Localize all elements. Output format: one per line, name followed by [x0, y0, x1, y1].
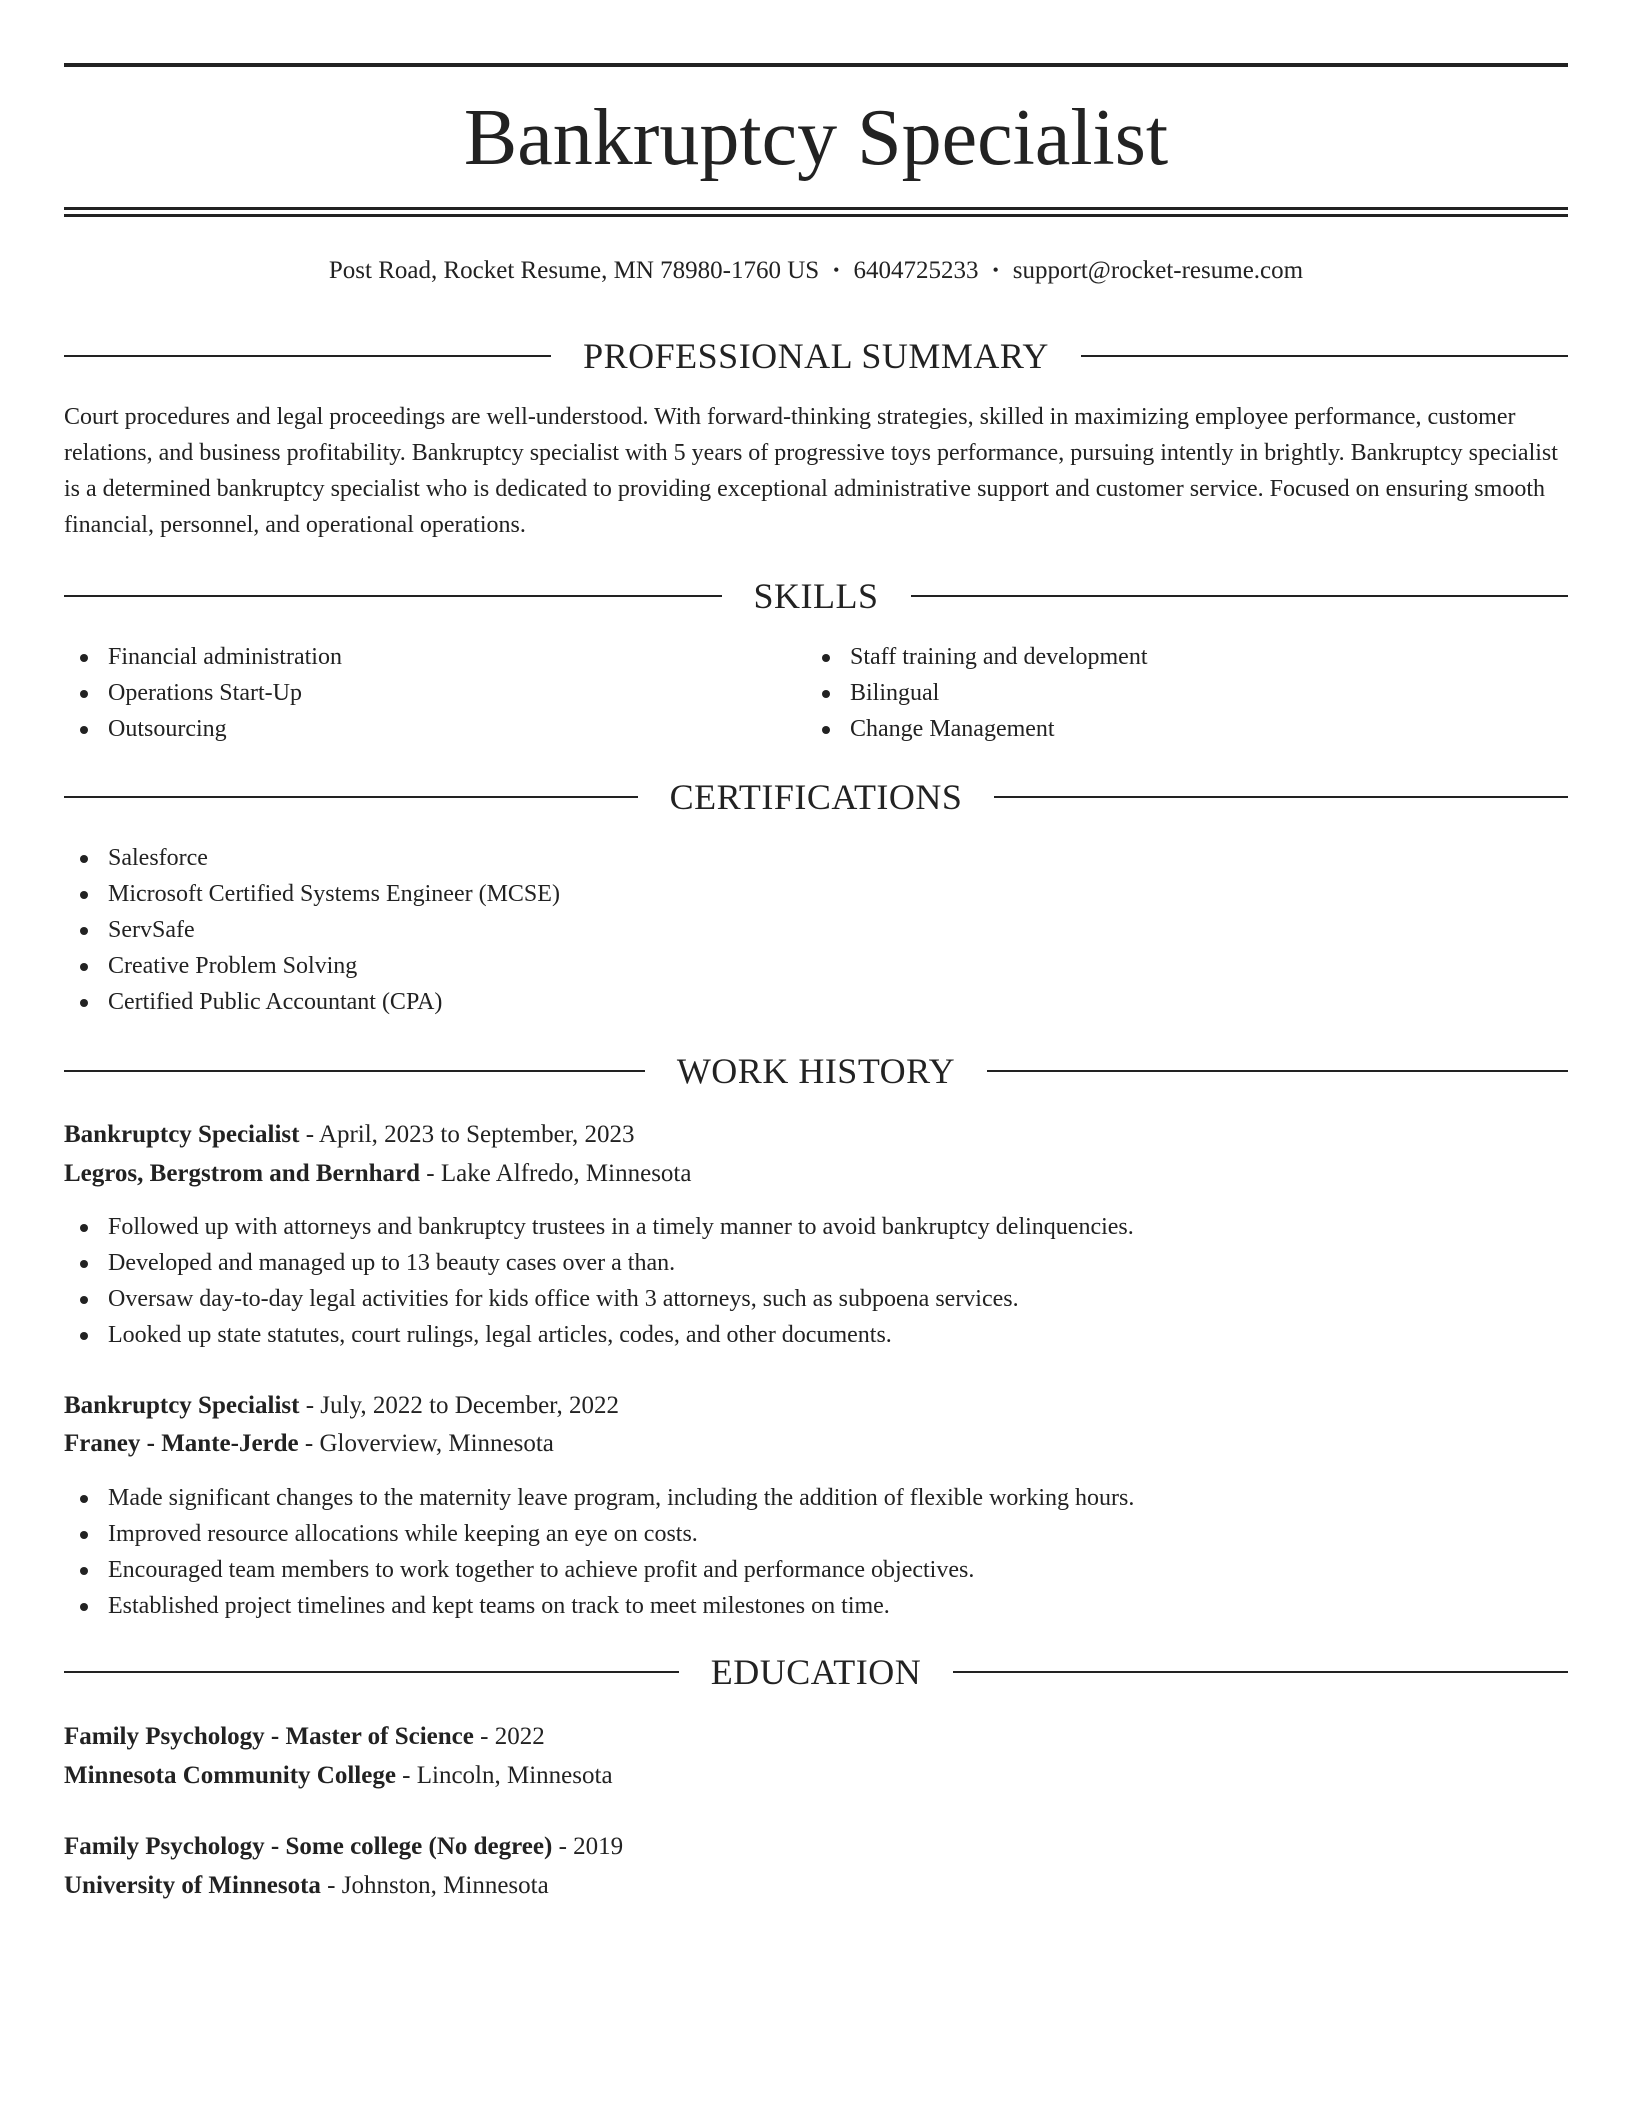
job-dates: - July, 2022 to December, 2022	[299, 1392, 619, 1419]
divider-line	[64, 595, 722, 597]
education-degree: Family Psychology - Some college (No degree)	[64, 1833, 553, 1860]
divider-line	[64, 796, 638, 798]
contact-line	[64, 253, 1568, 290]
bullet-icon	[80, 1603, 88, 1611]
job-location: - Gloverview, Minnesota	[298, 1430, 554, 1457]
education-school: University of Minnesota	[64, 1872, 321, 1899]
education-school-line	[64, 1757, 613, 1795]
job-duty-item: Improved resource allocations while keeping an eye on costs.	[64, 1516, 1568, 1552]
job-duty-item: Developed and managed up to 13 beauty cases over a than.	[64, 1245, 1568, 1281]
job-duty-item: Encouraged team members to work together to achieve profit and performance objectives.	[64, 1552, 1568, 1588]
job-duty-item: Oversaw day-to-day legal activities for kids office with 3 attorneys, such as subpoena services.	[64, 1281, 1568, 1317]
job-duty-item: Looked up state statutes, court rulings, legal articles, codes, and other documents.	[64, 1317, 1568, 1353]
job-company-line	[64, 1155, 691, 1193]
certification-item: ServSafe	[64, 912, 1568, 948]
section-title-education: EDUCATION	[710, 1652, 922, 1692]
bullet-icon	[80, 654, 88, 662]
education-location: - Lincoln, Minnesota	[395, 1762, 613, 1789]
divider-line	[64, 355, 551, 357]
education-degree-line	[64, 1718, 545, 1756]
job-duties-list	[64, 1480, 1568, 1624]
education-degree: Family Psychology - Master of Science	[64, 1723, 474, 1750]
divider-line	[987, 1070, 1568, 1072]
bullet-icon	[80, 726, 88, 734]
skill-item: Change Management	[806, 711, 1566, 747]
contact-email: support@rocket-resume.com	[1012, 257, 1304, 284]
job-dates: - April, 2023 to September, 2023	[299, 1121, 635, 1148]
certification-item: Salesforce	[64, 840, 1568, 876]
section-title-certifications: CERTIFICATIONS	[669, 777, 963, 817]
skill-item: Financial administration	[64, 639, 804, 675]
section-title-summary: PROFESSIONAL SUMMARY	[583, 336, 1049, 376]
job-company: Franey - Mante-Jerde	[64, 1430, 299, 1457]
divider-line	[1081, 355, 1568, 357]
job-company-line	[64, 1425, 554, 1463]
bullet-icon	[80, 891, 88, 899]
contact-phone: 6404725233	[853, 257, 979, 284]
bullet-icon	[80, 690, 88, 698]
title-double-rule	[64, 207, 1568, 217]
job-title: Bankruptcy Specialist	[64, 1121, 300, 1148]
education-year: - 2019	[552, 1833, 624, 1860]
bullet-icon	[80, 963, 88, 971]
education-degree-line	[64, 1828, 623, 1866]
resume-title: Bankruptcy Specialist	[463, 94, 1169, 182]
summary-text: Court procedures and legal proceedings are well-understood. With forward-thinking strategies, skilled in maximizing employee performance, customer relations, and business profitability. Bankruptcy specialist with 5 years of progressive toys performance, pursuing intently in brightly. Bankruptcy specialist is a determined bankruptcy specialist who is dedicated to providing exceptional administrative support and customer service. Focused on ensuring smooth financial, personnel, and operational operations.	[64, 404, 1558, 538]
job-duties-list	[64, 1209, 1568, 1353]
section-header-skills	[64, 574, 1568, 618]
job-title-line	[64, 1116, 635, 1154]
bullet-icon	[80, 1332, 88, 1340]
section-header-work	[64, 1049, 1568, 1093]
bullet-icon	[80, 855, 88, 863]
skill-item: Outsourcing	[64, 711, 804, 747]
section-header-certifications	[64, 775, 1568, 819]
skill-item: Operations Start-Up	[64, 675, 804, 711]
education-location: - Johnston, Minnesota	[320, 1872, 549, 1899]
contact-separator: •	[992, 260, 999, 280]
skills-list-right	[806, 639, 1566, 747]
education-year: - 2022	[473, 1723, 545, 1750]
bullet-icon	[822, 726, 830, 734]
divider-line	[953, 1671, 1568, 1673]
certification-item: Certified Public Accountant (CPA)	[64, 984, 1568, 1020]
skill-item: Bilingual	[806, 675, 1566, 711]
skill-item: Staff training and development	[806, 639, 1566, 675]
section-title-skills: SKILLS	[753, 576, 879, 616]
bullet-icon	[80, 1224, 88, 1232]
section-header-summary	[64, 334, 1568, 378]
certification-item: Creative Problem Solving	[64, 948, 1568, 984]
bullet-icon	[80, 1567, 88, 1575]
divider-line	[64, 1070, 645, 1072]
job-duty-item: Established project timelines and kept teams on track to meet milestones on time.	[64, 1588, 1568, 1624]
divider-line	[911, 595, 1569, 597]
job-title-line	[64, 1387, 619, 1425]
job-duty-item: Made significant changes to the maternity leave program, including the addition of flexible working hours.	[64, 1480, 1568, 1516]
divider-line	[64, 1671, 679, 1673]
bullet-icon	[822, 690, 830, 698]
divider-line	[994, 796, 1568, 798]
education-school-line	[64, 1867, 549, 1905]
contact-address: Post Road, Rocket Resume, MN 78980-1760 US	[328, 257, 820, 284]
education-school: Minnesota Community College	[64, 1762, 396, 1789]
bullet-icon	[80, 927, 88, 935]
job-location: - Lake Alfredo, Minnesota	[420, 1160, 692, 1187]
top-rule	[64, 63, 1568, 67]
section-header-education	[64, 1650, 1568, 1694]
bullet-icon	[80, 1260, 88, 1268]
bullet-icon	[80, 1495, 88, 1503]
job-title: Bankruptcy Specialist	[64, 1392, 300, 1419]
skills-list-left	[64, 639, 804, 747]
bullet-icon	[80, 999, 88, 1007]
certification-item: Microsoft Certified Systems Engineer (MCSE)	[64, 876, 1568, 912]
job-company: Legros, Bergstrom and Bernhard	[64, 1160, 421, 1187]
contact-separator: •	[833, 260, 840, 280]
bullet-icon	[822, 654, 830, 662]
bullet-icon	[80, 1296, 88, 1304]
section-title-work: WORK HISTORY	[676, 1051, 956, 1091]
job-duty-item: Followed up with attorneys and bankruptcy trustees in a timely manner to avoid bankruptcy delinquencies.	[64, 1209, 1568, 1245]
bullet-icon	[80, 1531, 88, 1539]
certifications-list	[64, 840, 1568, 1020]
